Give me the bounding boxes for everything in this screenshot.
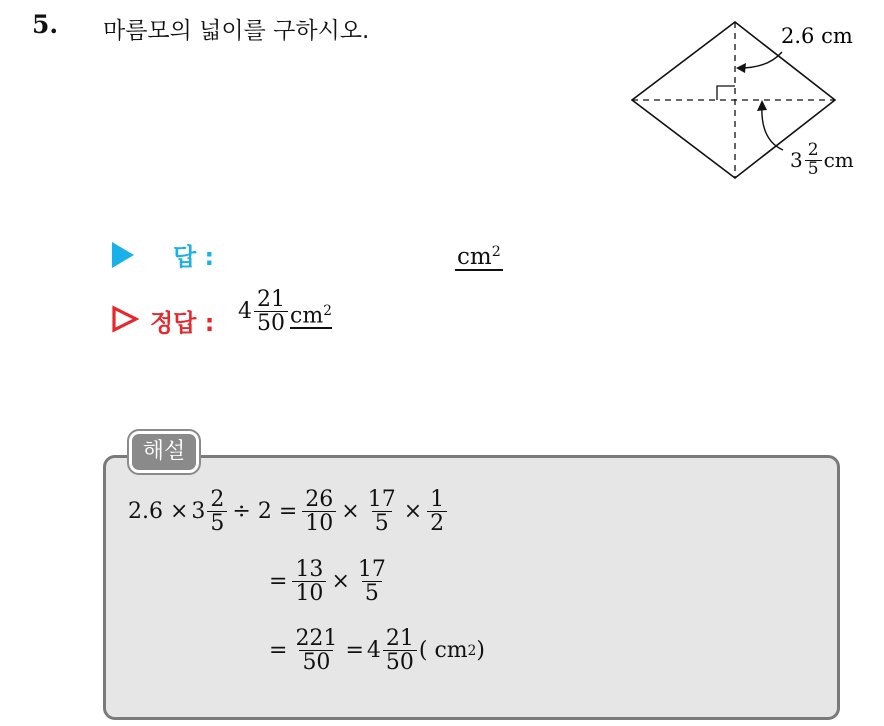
eq1-num-4: 1 xyxy=(430,487,445,512)
solution-whole: 4 xyxy=(238,299,252,325)
question-text: 마름모의 넓이를 구하시오. xyxy=(103,18,370,44)
label-long-numerator: 2 xyxy=(807,140,819,160)
eq2-frac-1 xyxy=(292,558,326,605)
answer-unit-text: cm xyxy=(457,243,492,270)
explanation-tag: 해설 xyxy=(129,431,199,473)
solution-fraction xyxy=(254,288,288,335)
solution-unit-exponent: 2 xyxy=(323,302,332,319)
explanation-line-2 xyxy=(266,558,391,605)
eq1-den-1: 5 xyxy=(207,511,227,535)
solution-unit-text: cm xyxy=(290,303,324,329)
eq3-frac-2 xyxy=(383,627,417,674)
eq3-den-1: 50 xyxy=(299,650,333,674)
eq3-unit-close: ) xyxy=(476,638,485,664)
eq1-num-2: 26 xyxy=(305,487,334,512)
answer-arrow-icon xyxy=(112,242,134,268)
eq2-times: × xyxy=(331,569,350,595)
eq1-frac-4 xyxy=(427,488,447,535)
label-long-side xyxy=(790,142,854,179)
arrowhead-short xyxy=(736,63,746,73)
eq1-times-1: × xyxy=(341,499,360,525)
eq3-whole: 4 xyxy=(366,638,381,664)
eq3-unit-exponent: 2 xyxy=(467,642,477,659)
label-short-side: 2.6 cm xyxy=(781,24,853,48)
eq1-frac-1 xyxy=(207,488,227,535)
eq1-den-4: 2 xyxy=(427,511,447,535)
eq2-num-1: 13 xyxy=(295,557,324,582)
answer-unit-exponent: 2 xyxy=(491,244,501,260)
eq1-den-2: 10 xyxy=(302,511,336,535)
eq3-frac-1 xyxy=(292,627,340,674)
arrowhead-long xyxy=(757,100,767,111)
question-number: 5. xyxy=(32,10,59,39)
eq1-whole: 3 xyxy=(191,499,206,525)
eq1-num-1: 2 xyxy=(210,487,225,512)
eq2-frac-2 xyxy=(355,558,389,605)
answer-label: 답 : xyxy=(173,243,215,271)
solution-numerator: 21 xyxy=(257,287,285,312)
solution-value xyxy=(238,288,332,335)
right-angle-mark xyxy=(717,86,735,100)
eq3-num-2: 21 xyxy=(385,626,414,651)
eq3-den-2: 50 xyxy=(383,650,417,674)
eq3-equals-2: = xyxy=(345,638,364,664)
eq1-frac-2 xyxy=(302,488,336,535)
eq1-times-2: × xyxy=(403,499,423,525)
label-long-denominator: 5 xyxy=(805,160,822,179)
eq2-den-2: 5 xyxy=(362,581,382,605)
eq2-num-2: 17 xyxy=(357,557,386,582)
explanation-line-1 xyxy=(125,488,449,535)
eq1-text-b: ÷ 2 = xyxy=(232,499,298,525)
eq1-frac-3 xyxy=(365,488,399,535)
explanation-line-3 xyxy=(266,627,485,674)
label-long-unit: cm xyxy=(823,148,854,173)
eq1-text-a: 2.6 × xyxy=(128,499,189,525)
solution-unit xyxy=(290,300,332,330)
answer-unit xyxy=(455,240,503,271)
eq1-num-3: 17 xyxy=(367,487,396,512)
solution-arrow-icon xyxy=(111,305,139,333)
eq2-equals: = xyxy=(269,569,288,595)
solution-denominator: 50 xyxy=(254,311,288,335)
eq3-unit-open: ( cm xyxy=(418,638,468,664)
solution-label: 정답 : xyxy=(150,309,215,337)
eq2-den-1: 10 xyxy=(292,581,326,605)
eq3-equals: = xyxy=(269,638,288,664)
eq3-num-1: 221 xyxy=(295,626,338,651)
label-long-fraction xyxy=(805,142,822,179)
eq1-den-3: 5 xyxy=(372,511,392,535)
label-long-whole: 3 xyxy=(790,148,803,173)
